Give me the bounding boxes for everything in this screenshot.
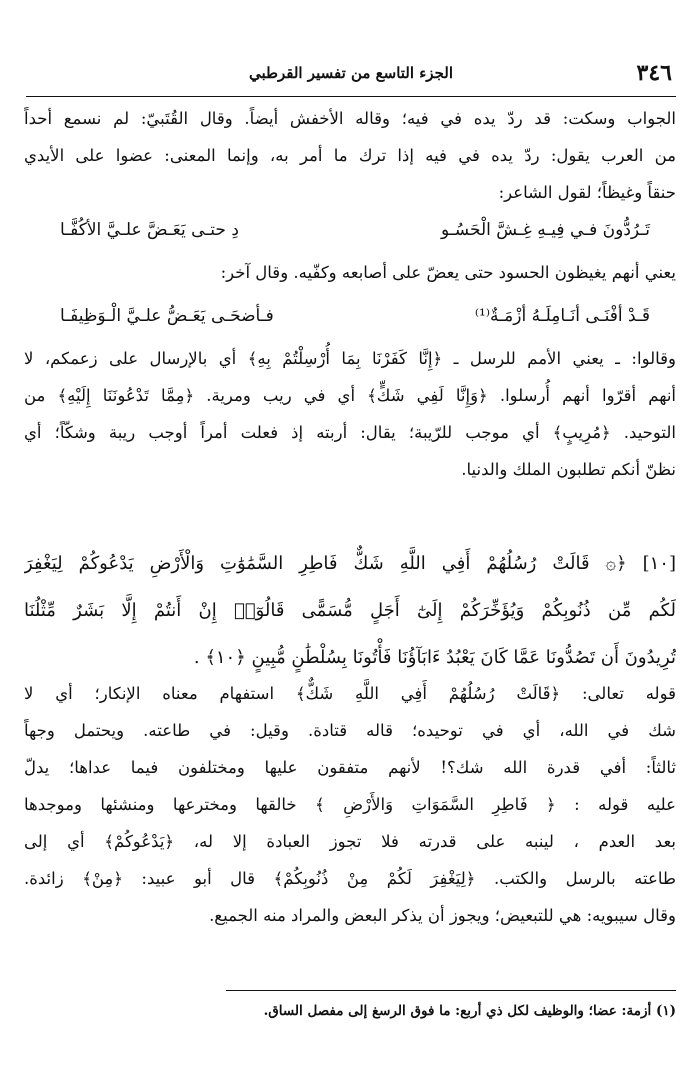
footnote-separator bbox=[226, 990, 676, 991]
text-line: من العرب يقول: ردّ يده في فيه إذا ترك ما أمر به، وإنما المعنى: عضوا على الأيدي bbox=[24, 146, 676, 165]
text-line: التوحيد. ﴿مُرِيبٍ﴾ أي موجب للرّيبة؛ يقال: أربته إذ فعلت أمراً أوجب ريبة وشكّاً؛ أي bbox=[24, 423, 676, 442]
text-line: أنهم أقرّوا أنهم أُرسلوا. ﴿وَإِنَّا لَفِي شَكٍّ﴾ أي في ريب ومرية. ﴿مِمَّا تَدْعُونَنَا إِلَيْهِ﴾ من bbox=[24, 386, 676, 405]
text-line: عليه قوله : ﴿ فَاطِرِ السَّمَوَاتِ وَالأَرْضِ ﴾ خالقها ومخترعها ومنشئها وموجدها bbox=[24, 795, 676, 814]
poetry-verse-1 bbox=[40, 210, 660, 250]
text-line: الجواب وسكت: قد ردّ يده في فيه؛ وقاله الأخفش أيضاً. وقال القُتَبيّ: لم نسمع أحداً bbox=[24, 109, 676, 128]
text-line: حنقاً وغيظاً؛ لقول الشاعر: bbox=[498, 183, 676, 202]
paragraph-4 bbox=[24, 675, 676, 934]
text-line: قوله تعالى: ﴿قَالَتْ رُسُلُهُمْ أَفِي اللَّهِ شَكٌّ﴾ استفهام معناه الإنكار؛ أي لا bbox=[24, 684, 676, 703]
text-line: يعني أنهم يغيظون الحسود حتى يعضّ على أصابعه وكفّيه. وقال آخر: bbox=[220, 263, 676, 282]
page-header bbox=[26, 56, 676, 97]
quran-line: [١٠] ﴿۞ قَالَتْ رُسُلُهُمْ أَفِي اللَّهِ شَكٌّ فَاطِرِ السَّمَٰوَٰتِ وَالْأَرْضِ يَدْعُوكُمْ لِيَغْفِرَ bbox=[24, 553, 676, 574]
text-line: وقال سيبويه: هي للتبعيض؛ ويجوز أن يذكر البعض والمراد منه الجميع. bbox=[209, 906, 676, 925]
poetry-verse-2 bbox=[40, 296, 660, 336]
text-line: طاعته بالرسل والكتب. ﴿لِيَغْفِرَ لَكُمْ مِنْ ذُنُوبِكُمْ﴾ قال أبو عبيد: ﴿مِنْ﴾ زائدة. bbox=[24, 869, 676, 888]
verse-first-hemistich: قَـدْ أفْنَـى أنَـامِلَـهُ أزْمَـةٌ⁽¹⁾ bbox=[474, 306, 650, 326]
verse-first-hemistich: تَـرُدُّونَ فـي فِيـهِ غِـشَّ الْحَسُـو bbox=[441, 220, 650, 240]
text-line: نظنّ أنكم تطلبون الملك والدنيا. bbox=[461, 460, 676, 479]
quran-line: لَكُم مِّن ذُنُوبِكُمْ وَيُؤَخِّرَكُمْ إِلَىٰٓ أَجَلٍ مُّسَمًّى قَالُوٓا۟ إِنْ أَنتُمْ إِلَّا بَشَرٌ مِّثْلُنَا bbox=[24, 600, 676, 621]
verse-second-hemistich: دِ حتـى يَعَـضَّ علـيَّ الأكُفَّـا bbox=[60, 220, 239, 240]
paragraph-1 bbox=[24, 100, 676, 211]
paragraph-3 bbox=[24, 340, 676, 488]
paragraph-2 bbox=[24, 254, 676, 291]
footnote: (١) أزمة: عضا؛ والوظيف لكل ذي أربع: ما فوق الرسغ إلى مفصل الساق. bbox=[263, 1003, 676, 1019]
text-line: وقالوا: ـ يعني الأمم للرسل ـ ﴿إِنَّا كَفَرْنَا بِمَا أُرْسِلْتُمْ بِهِ﴾ أي بالإرسال على زعمكم، لا bbox=[24, 349, 676, 368]
verse-second-hemistich: فـأضحَـى يَعَـضُّ علـيَّ الْـوَظِيفَـا bbox=[60, 306, 274, 326]
text-line: شك في الله، أي في توحيده؛ قاله قتادة. وقيل: في طاعته. ويحتمل وجهاً bbox=[24, 721, 676, 740]
running-title: الجزء التاسع من تفسير القرطبي bbox=[249, 64, 453, 82]
quran-verse-block bbox=[24, 540, 676, 681]
text-line: ثالثاً: أفي قدرة الله شك؟! لأنهم متفقون عليها ومختلفون فيما عداها؛ يدلّ bbox=[24, 758, 676, 777]
page-number: ٣٤٦ bbox=[636, 60, 672, 86]
quran-line: تُرِيدُونَ أَن تَصُدُّونَا عَمَّا كَانَ يَعْبُدُ ءَابَآؤُنَا فَأْتُونَا بِسُلْطَٰنٍ مُّبِينٍ ﴿١٠﴾ . bbox=[193, 647, 676, 668]
text-line: بعد العدم ، لينبه على قدرته فلا تجوز العبادة إلا له، ﴿يَدْعُوكُمْ﴾ أي إلى bbox=[24, 832, 676, 851]
